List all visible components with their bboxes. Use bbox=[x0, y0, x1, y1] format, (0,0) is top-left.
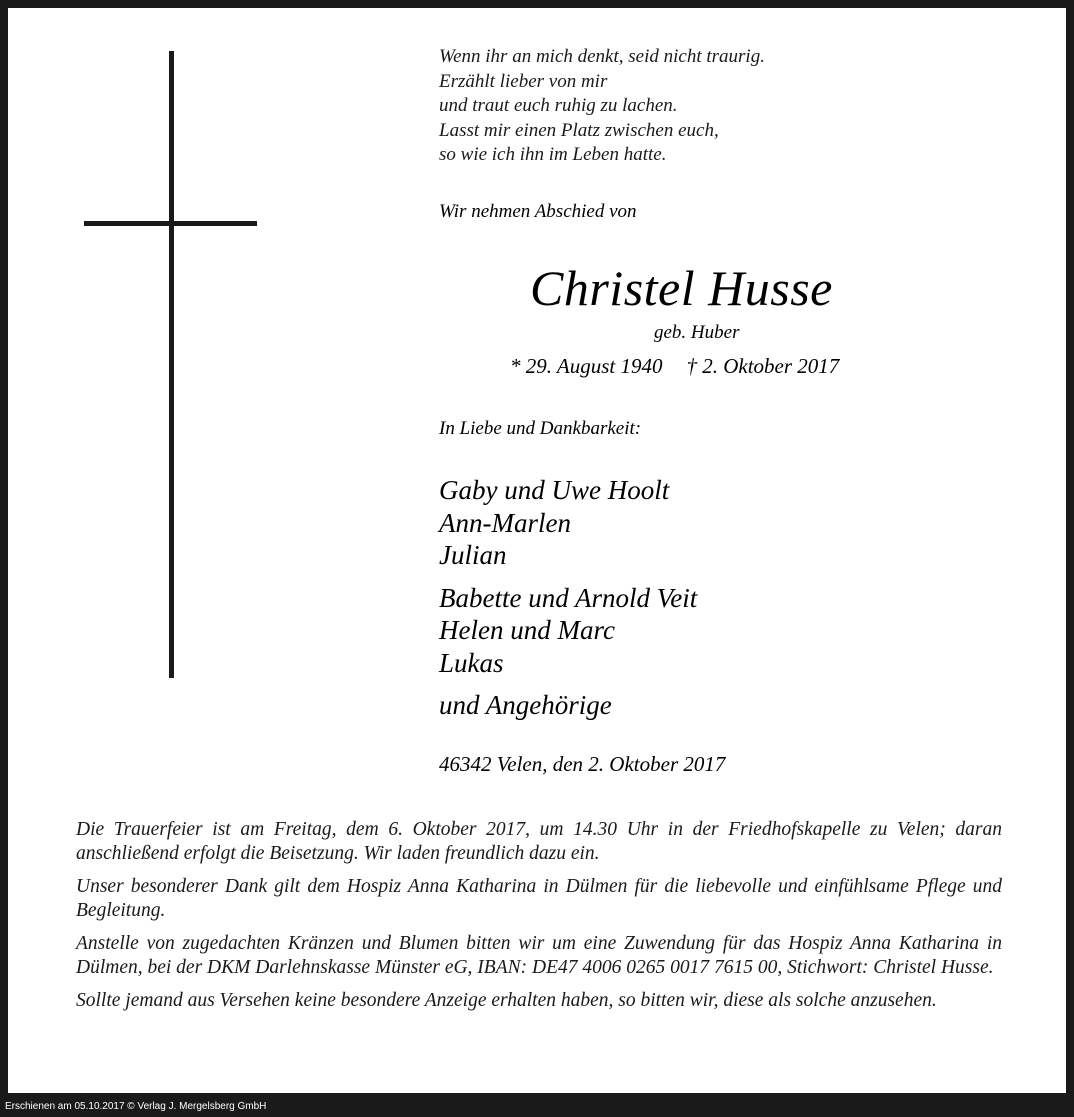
mourner-line: Babette und Arnold Veit bbox=[439, 582, 698, 613]
notice-paragraph: Unser besonderer Dank gilt dem Hospiz Anna Katharina in Dülmen für die liebevolle und einfühlsame Pflege und Begleitung. bbox=[76, 876, 1002, 921]
poem-line: Lasst mir einen Platz zwischen euch, bbox=[439, 119, 719, 141]
birth-date: * 29. August 1940 bbox=[510, 354, 663, 378]
mourner-group bbox=[439, 582, 697, 680]
deceased-name: Christel Husse bbox=[530, 260, 833, 316]
cross-vertical-bar bbox=[169, 51, 174, 678]
publication-footer: Erschienen am 05.10.2017 © Verlag J. Mergelsberg GmbH bbox=[5, 1101, 267, 1112]
notices bbox=[76, 818, 1002, 1022]
gratitude-text: In Liebe und Dankbarkeit: bbox=[439, 418, 642, 439]
poem bbox=[439, 45, 765, 168]
birth-name: geb. Huber bbox=[654, 322, 740, 343]
poem-line: so wie ich ihn im Leben hatte. bbox=[439, 144, 667, 165]
mourners-list bbox=[439, 474, 697, 732]
poem-line: und traut euch ruhig zu lachen. bbox=[439, 95, 678, 116]
death-date: † 2. Oktober 2017 bbox=[686, 354, 840, 378]
notice-paragraph: Sollte jemand aus Versehen keine besondere Anzeige erhalten haben, so bitten wir, diese als solche anzusehen. bbox=[76, 990, 937, 1011]
poem-line: Erzählt lieber von mir bbox=[439, 70, 608, 92]
notice-paragraph: Die Trauerfeier ist am Freitag, dem 6. Oktober 2017, um 14.30 Uhr in der Friedhofskapelle zu Velen; daran anschließend erfolgt die Beisetzung. Wir laden freundlich dazu ein. bbox=[76, 819, 1002, 864]
mourner-line: Helen und Marc bbox=[439, 615, 615, 645]
poem-line: Wenn ihr an mich denkt, seid nicht traurig. bbox=[439, 46, 765, 67]
mourner-line: Gaby und Uwe Hoolt bbox=[439, 475, 670, 505]
farewell-text: Wir nehmen Abschied von bbox=[439, 201, 637, 222]
life-dates bbox=[510, 354, 839, 379]
mourner-group bbox=[439, 474, 697, 572]
notice-paragraph: Anstelle von zugedachten Kränzen und Blumen bitten wir um eine Zuwendung für das Hospiz Anna Katharina in Dülmen, bei der DKM Darlehnskasse Münster eG, IBAN: DE47 4006 0265 0017 7615 00, Stichwort: Christel Husse. bbox=[76, 933, 1002, 978]
place-and-date: 46342 Velen, den 2. Oktober 2017 bbox=[439, 752, 726, 776]
mourner-line: und Angehörige bbox=[439, 690, 612, 720]
mourner-line: Julian bbox=[439, 540, 507, 570]
mourner-line: Lukas bbox=[439, 647, 504, 678]
mourner-group bbox=[439, 689, 697, 722]
mourner-line: Ann-Marlen bbox=[439, 507, 571, 538]
cross-horizontal-bar bbox=[84, 221, 257, 226]
